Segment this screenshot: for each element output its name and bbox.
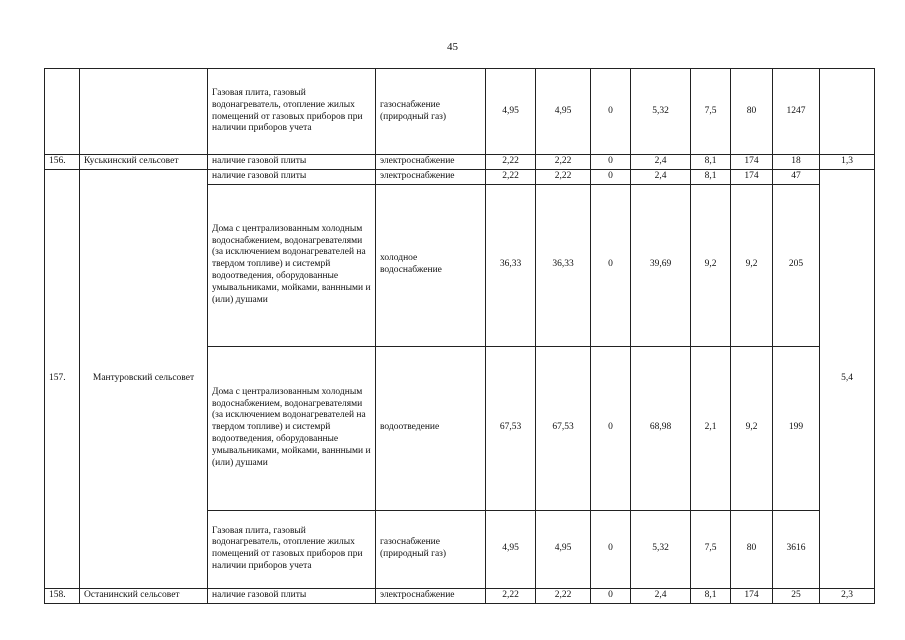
value-cell: 0 <box>591 69 631 155</box>
value-cell: 2,22 <box>486 588 536 603</box>
description-cell: наличие газовой плиты <box>208 169 376 184</box>
value-cell: 0 <box>591 346 631 510</box>
table-row <box>45 155 875 170</box>
description-cell: наличие газовой плиты <box>208 155 376 170</box>
value-cell: 5,4 <box>820 169 875 588</box>
value-cell: 205 <box>773 184 820 346</box>
value-cell: 4,95 <box>536 69 591 155</box>
value-cell: 8,1 <box>691 155 731 170</box>
value-cell: 174 <box>731 155 773 170</box>
value-cell: 5,32 <box>631 510 691 588</box>
value-cell: 0 <box>591 169 631 184</box>
value-cell: 3616 <box>773 510 820 588</box>
value-cell: 80 <box>731 510 773 588</box>
settlement-name: Останинский сельсовет <box>80 588 208 603</box>
description-cell: Газовая плита, газовый водонагреватель, отопление жилых помещений от газовых приборов при наличии приборов учета <box>208 69 376 155</box>
value-cell: 9,2 <box>731 346 773 510</box>
value-cell: 4,95 <box>486 69 536 155</box>
value-cell: 36,33 <box>486 184 536 346</box>
value-cell: 8,1 <box>691 169 731 184</box>
table-row <box>45 588 875 603</box>
row-number <box>45 69 80 155</box>
value-cell <box>820 69 875 155</box>
value-cell: 5,32 <box>631 69 691 155</box>
value-cell: 67,53 <box>536 346 591 510</box>
value-cell: 25 <box>773 588 820 603</box>
value-cell: 2,22 <box>536 169 591 184</box>
service-cell: газоснабжение (природный газ) <box>376 69 486 155</box>
value-cell: 2,22 <box>536 155 591 170</box>
value-cell: 2,4 <box>631 169 691 184</box>
value-cell: 36,33 <box>536 184 591 346</box>
value-cell: 68,98 <box>631 346 691 510</box>
value-cell: 47 <box>773 169 820 184</box>
value-cell: 8,1 <box>691 588 731 603</box>
settlement-name: Куськинский сельсовет <box>80 155 208 170</box>
value-cell: 80 <box>731 69 773 155</box>
row-number: 156. <box>45 155 80 170</box>
value-cell: 18 <box>773 155 820 170</box>
value-cell: 1,3 <box>820 155 875 170</box>
table-row <box>45 169 875 184</box>
value-cell: 2,4 <box>631 588 691 603</box>
value-cell: 9,2 <box>691 184 731 346</box>
table-row <box>45 69 875 155</box>
service-cell: газоснабжение (природный газ) <box>376 510 486 588</box>
service-cell: водоотведение <box>376 346 486 510</box>
service-cell: электроснабжение <box>376 155 486 170</box>
description-cell: Дома с централизованным холодным водоснабжением, водонагревателями (за исключением водонагревателей на твердом топливе) и системрй водоотведения, оборудованные умывальниками, мойками, ваннными и (или) душами <box>208 184 376 346</box>
value-cell: 2,22 <box>486 155 536 170</box>
service-cell: электроснабжение <box>376 169 486 184</box>
service-cell: холодное водоснабжение <box>376 184 486 346</box>
value-cell: 9,2 <box>731 184 773 346</box>
settlement-name: Мантуровский сельсовет <box>80 169 208 588</box>
value-cell: 0 <box>591 155 631 170</box>
page-number: 45 <box>447 41 458 53</box>
service-cell: электроснабжение <box>376 588 486 603</box>
value-cell: 2,22 <box>536 588 591 603</box>
tariff-table <box>44 68 875 604</box>
value-cell: 39,69 <box>631 184 691 346</box>
row-number: 157. <box>45 169 80 588</box>
value-cell: 7,5 <box>691 510 731 588</box>
value-cell: 4,95 <box>486 510 536 588</box>
value-cell: 2,22 <box>486 169 536 184</box>
value-cell: 0 <box>591 510 631 588</box>
value-cell: 7,5 <box>691 69 731 155</box>
value-cell: 1247 <box>773 69 820 155</box>
description-cell: наличие газовой плиты <box>208 588 376 603</box>
value-cell: 174 <box>731 588 773 603</box>
value-cell: 4,95 <box>536 510 591 588</box>
value-cell: 174 <box>731 169 773 184</box>
settlement-name <box>80 69 208 155</box>
description-cell: Дома с централизованным холодным водоснабжением, водонагревателями (за исключением водонагревателей на твердом топливе) и системрй водоотведения, оборудованные умывальниками, мойками, ваннными и (или) душами <box>208 346 376 510</box>
value-cell: 2,1 <box>691 346 731 510</box>
value-cell: 199 <box>773 346 820 510</box>
value-cell: 0 <box>591 588 631 603</box>
value-cell: 2,4 <box>631 155 691 170</box>
value-cell: 0 <box>591 184 631 346</box>
row-number: 158. <box>45 588 80 603</box>
value-cell: 2,3 <box>820 588 875 603</box>
value-cell: 67,53 <box>486 346 536 510</box>
description-cell: Газовая плита, газовый водонагреватель, отопление жилых помещений от газовых приборов при наличии приборов учета <box>208 510 376 588</box>
